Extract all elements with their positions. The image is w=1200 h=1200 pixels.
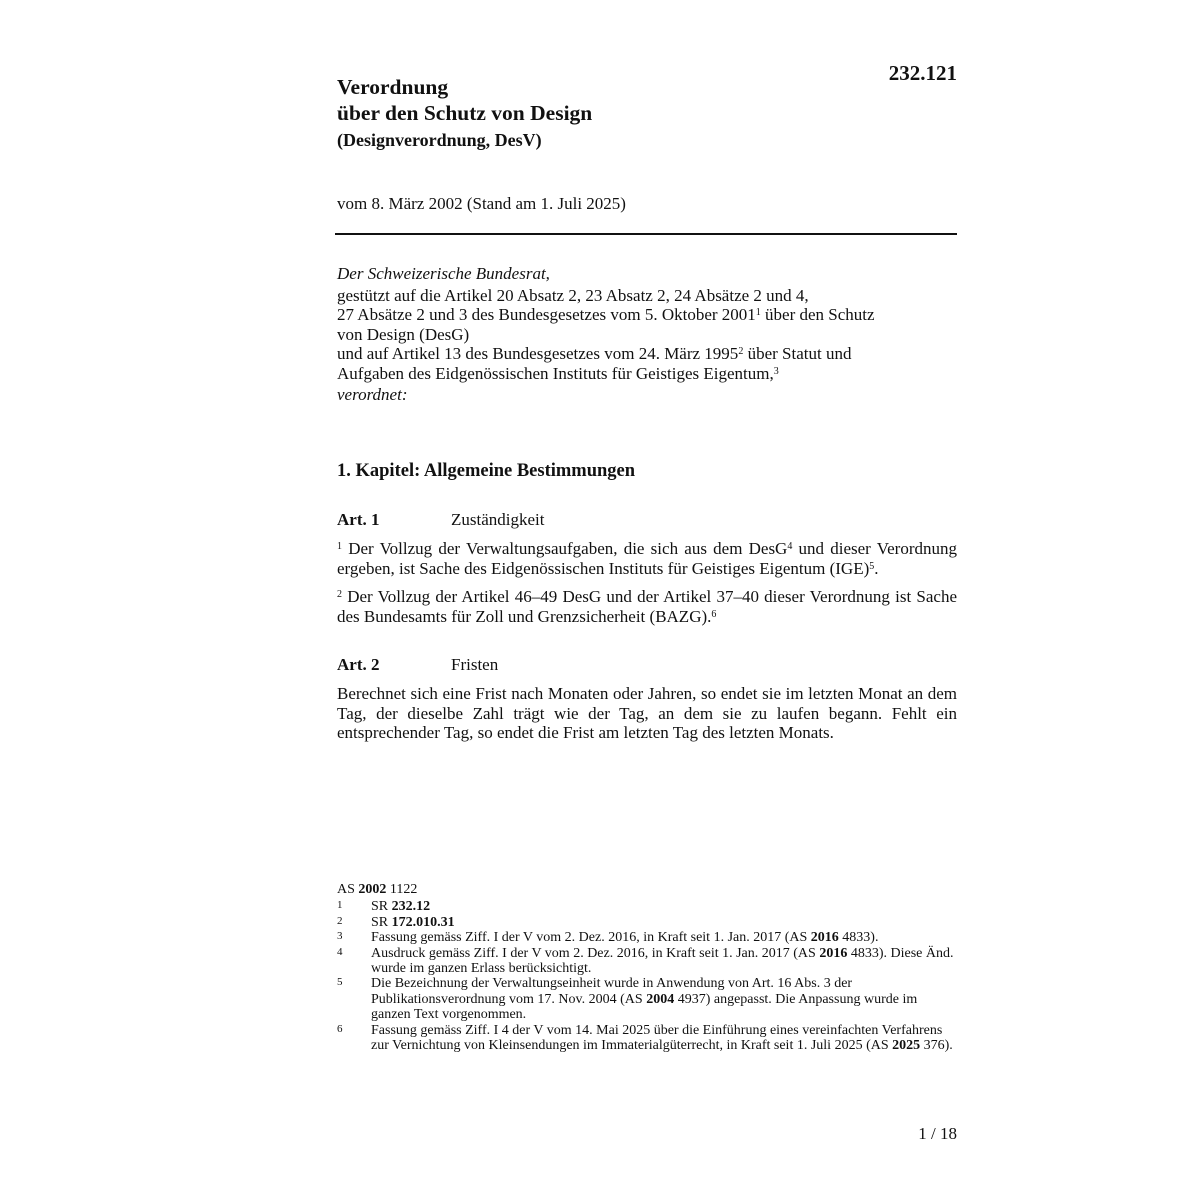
article-1-paragraph-1	[337, 539, 957, 578]
article-1-p2-text: Der Vollzug der Artikel 46–49 DesG und der Artikel 37–40 dieser Verordnung ist Sache des Bundesamts für Zoll und Grenzsicherheit (BAZG).	[337, 587, 957, 626]
paragraph-number-2: 2	[337, 589, 342, 600]
footnote-3	[337, 930, 957, 945]
footnote-link[interactable]: 2004	[646, 991, 675, 1007]
footnote-6	[337, 1023, 957, 1054]
footnote-link[interactable]: 232.12	[391, 899, 431, 915]
footnote-text: Fassung gemäss Ziff. I 4 der V vom 14. Mai 2025 über die Einführung eines vereinfachten Verfahrens zur Vernichtung von Kleinsendungen im Immaterialgüterrecht, in Kraft seit 1. Juli 2025 (AS 2025 376).	[371, 1022, 953, 1054]
footnotes	[337, 882, 957, 1053]
preamble	[337, 264, 957, 405]
footnote-link[interactable]: 2016	[819, 945, 848, 961]
preamble-basis-line-g: Aufgaben des Eidgenössischen Instituts für Geistiges Eigentum,	[337, 363, 774, 383]
footnote-text: SR 232.12	[371, 899, 431, 915]
article-1-p1-text-a: Der Vollzug der Verwaltungsaufgaben, die sich aus dem DesG	[342, 539, 788, 558]
article-2-title: Fristen	[451, 655, 499, 674]
footnote-number: 5	[337, 976, 343, 989]
preamble-authority: Der Schweizerische Bundesrat,	[337, 264, 550, 283]
article-1-p1-end: .	[874, 558, 879, 578]
preamble-basis-line-c: über den Schutz	[760, 305, 875, 324]
header-rule	[335, 233, 957, 235]
footnote-link[interactable]: 172.010.31	[391, 914, 455, 930]
footnote-text: Fassung gemäss Ziff. I der V vom 2. Dez. 2016, in Kraft seit 1. Jan. 2017 (AS 2016 4833).	[371, 930, 879, 946]
footnote-ref-4[interactable]: 4	[787, 541, 793, 552]
as-page: 1122	[386, 882, 418, 897]
preamble-basis-line-f: über Statut und	[743, 344, 852, 363]
document-subtitle: (Designverordnung, DesV)	[337, 130, 542, 150]
chapter-title: 1. Kapitel: Allgemeine Bestimmungen	[337, 461, 636, 481]
document-title	[337, 74, 592, 126]
article-1-heading	[337, 510, 957, 530]
page-number: 1 / 18	[918, 1124, 957, 1143]
as-year: 2002	[358, 882, 387, 897]
article-1-p1-text-b: und dieser Verordnung ergeben, ist Sache des Eidgenössischen Instituts für Geistiges Eigentum (IGE)	[337, 539, 958, 578]
footnote-text: Ausdruck gemäss Ziff. I der V vom 2. Dez. 2016, in Kraft seit 1. Jan. 2017 (AS 2016 4833). Diese Änd. wurde im ganzen Erlass berücksichtigt.	[371, 945, 954, 977]
preamble-basis-line-b: 27 Absätze 2 und 3 des Bundesgesetzes vom 5. Oktober 2001	[337, 305, 756, 324]
footnote-number: 6	[337, 1022, 343, 1035]
footnote-text: Die Bezeichnung der Verwaltungseinheit wurde in Anwendung von Art. 16 Abs. 3 der Publikationsverordnung vom 17. Nov. 2004 (AS 2004 4937) angepasst. Die Anpassung wurde im ganzen Text vorgenommen.	[371, 976, 918, 1023]
date-line: vom 8. März 2002 (Stand am 1. Juli 2025)	[337, 194, 626, 213]
paragraph-number-1: 1	[337, 541, 342, 552]
title-line-2: über den Schutz von Design	[337, 101, 593, 125]
footnote-number: 3	[337, 930, 343, 943]
article-1-paragraph-2	[337, 587, 957, 626]
article-1-title: Zuständigkeit	[451, 510, 545, 529]
footnote-ref-3[interactable]: 3	[773, 365, 779, 377]
as-prefix: AS	[337, 882, 359, 897]
article-2-number: Art. 2	[337, 655, 380, 674]
preamble-enact: verordnet:	[337, 385, 408, 404]
article-2-paragraph: Berechnet sich eine Frist nach Monaten oder Jahren, so endet sie im letzten Monat an dem Tag, der dieselbe Zahl trägt wie der Tag, an dem sie zu laufen begann. Fehlt ein entsprechender Tag, so endet die Frist am letzten Tag des letzten Monats.	[337, 684, 957, 742]
as-reference	[337, 882, 957, 897]
footnote-1	[337, 899, 957, 914]
footnote-4	[337, 946, 957, 977]
preamble-basis-line-e: und auf Artikel 13 des Bundesgesetzes vom 24. März 1995	[337, 344, 739, 363]
preamble-basis-line-d: von Design (DesG)	[337, 324, 470, 344]
footnote-ref-1[interactable]: 1	[755, 307, 761, 318]
preamble-basis-line-a: gestützt auf die Artikel 20 Absatz 2, 23 Absatz 2, 24 Absätze 2 und 4,	[337, 285, 809, 305]
footnote-number: 2	[337, 914, 343, 927]
footnote-text: SR 172.010.31	[371, 914, 455, 930]
footnote-ref-6[interactable]: 6	[711, 608, 717, 620]
sr-number: 232.121	[888, 61, 957, 85]
footnote-ref-2[interactable]: 2	[738, 346, 744, 357]
footnote-link[interactable]: 2016	[810, 930, 839, 946]
footnote-2	[337, 915, 957, 930]
footnote-link[interactable]: 2025	[892, 1038, 921, 1054]
article-2-heading	[337, 655, 957, 675]
preamble-basis	[337, 286, 957, 384]
article-1-number: Art. 1	[337, 510, 380, 529]
footnote-number: 4	[337, 945, 343, 958]
footnote-ref-5[interactable]: 5	[869, 560, 875, 572]
footnote-5	[337, 976, 957, 1022]
footnote-number: 1	[337, 899, 343, 912]
title-line-1: Verordnung	[337, 75, 449, 99]
